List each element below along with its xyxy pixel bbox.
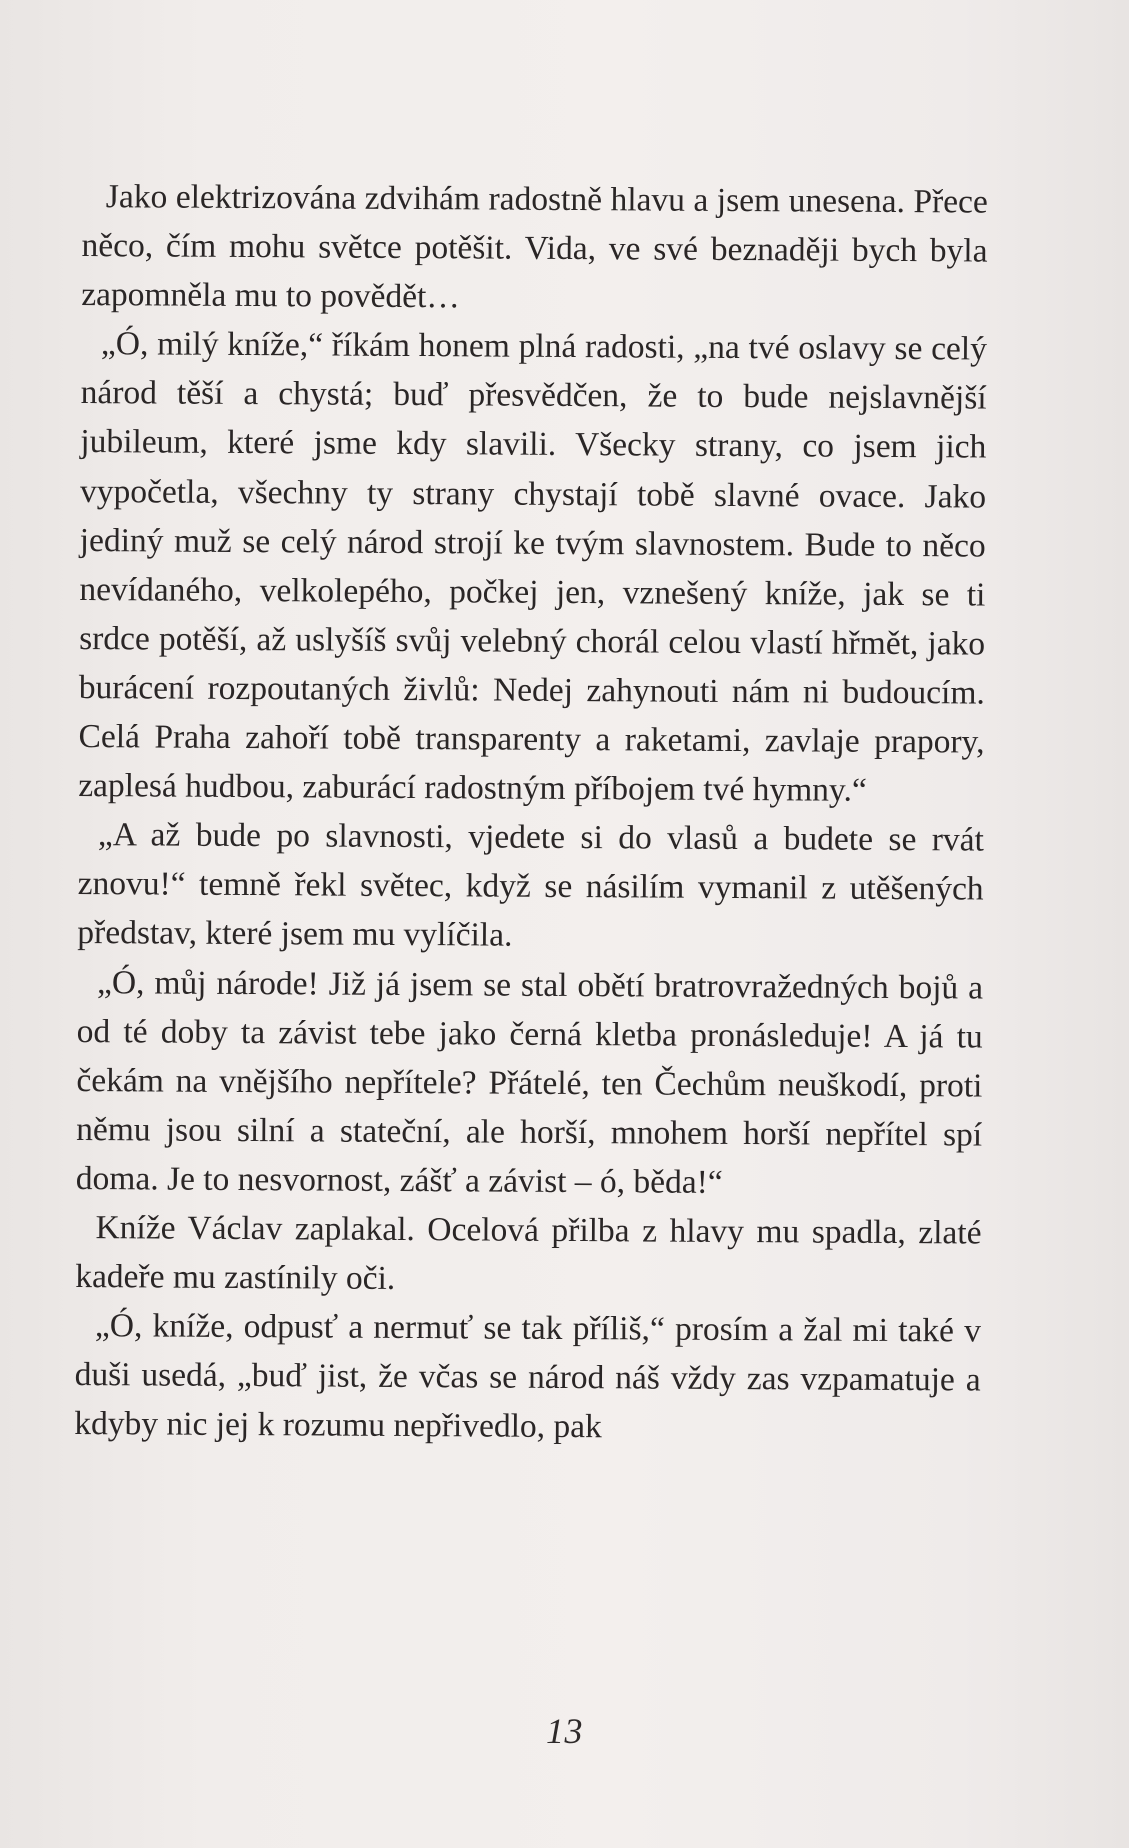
paragraph-4: „Ó, můj národe! Již já jsem se stal obětí bratrovražedných bojů a od té doby ta závist tebe jako černá kletba pronásleduje! A já tu čekám na vnějšího nepřítele? Přátelé, ten Čechům neuškodí, proti němu jsou silní a stateční, ale horší, mnohem horší nepřítel spí doma. Je to nesvornost, zášť a závist – ó, běda!“ (75, 963, 984, 1201)
paragraph-3: „A až bude po slavnosti, vjedete si do vlasů a budete se rvát znovu!“ temně řekl světec, když se násilím vymanil z utěšených představ, které jsem mu vylíčila. (77, 816, 985, 955)
paragraph-5: Kníže Václav zaplakal. Ocelová přilba z hlavy mu spadla, zlaté kadeře mu zastínily oči. (75, 1209, 982, 1297)
paragraph-1: Jako elektrizována zdvihám radostně hlavu a jsem unesena. Přece něco, čím mohu světce potěšit. Vida, ve své beznaději bych byla zapomněla mu to povědět… (81, 178, 988, 316)
paragraph-2: „Ó, milý kníže,“ říkám honem plná radosti, „na tvé oslavy se celý národ těší a chystá; buď přesvědčen, že to bude nejslavnější jubileum, které jsme kdy slavili. Všecky strany, co jsem jich vypočetla, všechny ty strany chystají tobě slavné ovace. Jako jediný muž se celý národ strojí ke tvým slavnostem. Bude to něco nevídaného, velkolepého, počkej jen, vznešený kníže, jak se ti srdce potěší, až uslyšíš svůj velebný chorál celou vlastí hřmět, jako burácení rozpoutaných živlů: Nedej zahynouti nám ni budoucím. Celá Praha zahoří tobě transparenty a raketami, zavlaje prapory, zaplesá hudbou, zaburácí radostným příbojem tvé hymny.“ (78, 325, 988, 809)
paragraph-6: „Ó, kníže, odpusť a nermuť se tak příliš,“ prosím a žal mi také v duši usedá, „buď jist, že včas se národ náš vždy zas vzpamatuje a kdyby nic jej k rozumu nepřivedlo, pak (74, 1307, 982, 1446)
body-text (74, 172, 988, 1454)
page-number: 13 (546, 1711, 583, 1751)
